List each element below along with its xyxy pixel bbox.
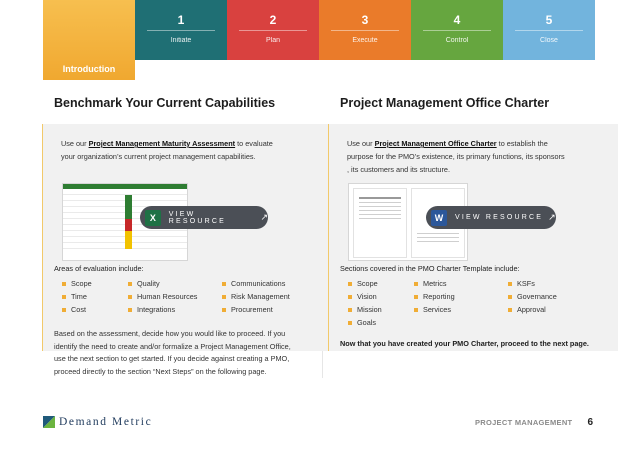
preview-line	[417, 237, 459, 238]
description-text: Use our	[61, 139, 89, 148]
sections-title: Sections covered in the PMO Charter Template include:	[340, 264, 520, 273]
maturity-assessment-link[interactable]: Project Management Maturity Assessment	[88, 139, 236, 148]
list-item: Governance	[508, 292, 594, 301]
list-item: Mission	[348, 305, 414, 314]
tab-close[interactable]	[503, 0, 595, 60]
description-text: Use our	[347, 139, 375, 148]
phase-tabs	[135, 0, 595, 60]
list-item: Risk Management	[222, 292, 308, 301]
phase-divider	[515, 30, 583, 31]
word-icon: W	[431, 210, 447, 226]
logo-text: Demand Metric	[59, 416, 153, 428]
section-heading: Project Management Office Charter	[340, 96, 550, 110]
preview-line	[359, 218, 401, 219]
preview-line	[359, 197, 401, 199]
description-text: to evaluate your organization’s current project management capabilities.	[61, 139, 273, 161]
charter-next-step: Now that you have created your PMO Charter, proceed to the next page.	[340, 339, 589, 348]
list-item: Time	[62, 292, 128, 301]
list-item: Scope	[62, 279, 128, 288]
excel-icon: X	[145, 210, 161, 226]
list-item: Quality	[128, 279, 222, 288]
tab-introduction[interactable]	[43, 0, 135, 80]
phase-label: Initiate	[170, 37, 192, 44]
list-item: Vision	[348, 292, 414, 301]
phase-number: 5	[545, 13, 553, 27]
external-link-icon: ↗	[548, 212, 556, 222]
pmo-charter-section	[340, 96, 594, 348]
resource-description	[61, 137, 281, 163]
card-accent-line	[328, 124, 329, 351]
list-item: Goals	[348, 318, 414, 327]
benchmark-section	[54, 96, 308, 376]
tab-control[interactable]	[411, 0, 503, 60]
list-item: Approval	[508, 305, 594, 314]
external-link-icon: ↗	[260, 212, 268, 222]
footer-info	[475, 417, 593, 428]
list-item: Procurement	[222, 305, 308, 314]
list-item: Human Resources	[128, 292, 222, 301]
phase-label: Plan	[265, 37, 280, 44]
phase-number: 2	[269, 13, 277, 27]
phase-number: 1	[177, 13, 185, 27]
list-item: Services	[414, 305, 508, 314]
preview-line	[359, 202, 401, 203]
preview-row	[63, 243, 187, 249]
preview-page	[353, 188, 407, 258]
phase-divider	[147, 30, 215, 31]
description-text: to establish the purpose for the PMO’s existence, its primary functions, its sponsors , its customers and its structure.	[347, 139, 565, 174]
preview-line	[417, 241, 459, 242]
preview-line	[359, 210, 401, 211]
phase-divider	[331, 30, 399, 31]
list-item: Integrations	[128, 305, 222, 314]
preview-line	[359, 206, 401, 207]
footer-section-name: PROJECT MANAGEMENT	[474, 418, 573, 427]
pmo-charter-link[interactable]: Project Management Office Charter	[374, 139, 497, 148]
list-item: Communications	[222, 279, 308, 288]
phase-divider	[423, 30, 491, 31]
section-heading: Benchmark Your Current Capabilities	[54, 96, 276, 110]
view-resource-label: VIEW RESOURCE	[168, 210, 227, 225]
tab-initiate[interactable]	[135, 0, 227, 60]
assessment-paragraph: Based on the assessment, decide how you would like to proceed. If you identify the need to create and/or formalize a Project Management Office, use the next section to get started. If you decide against creating a PMO, proceed directly to the section “Next Steps” on the following page.	[54, 329, 291, 376]
logo-mark-icon	[43, 416, 55, 428]
preview-line	[359, 214, 401, 215]
resource-description	[347, 137, 567, 176]
phase-divider	[239, 30, 307, 31]
phase-number: 4	[453, 13, 461, 27]
view-resource-button[interactable]	[426, 206, 556, 229]
view-resource-label: VIEW RESOURCE	[455, 214, 544, 221]
demand-metric-logo	[43, 416, 152, 428]
tab-execute[interactable]	[319, 0, 411, 60]
phase-label: Close	[540, 37, 558, 44]
phase-number: 3	[361, 13, 369, 27]
tab-plan[interactable]	[227, 0, 319, 60]
list-item: Cost	[62, 305, 128, 314]
phase-label: Execute	[352, 37, 378, 44]
phase-label: Control	[445, 37, 469, 44]
list-item: Reporting	[414, 292, 508, 301]
list-item: KSFs	[508, 279, 594, 288]
card-accent-line	[42, 124, 43, 351]
list-item: Scope	[348, 279, 414, 288]
sections-list	[348, 279, 594, 327]
areas-list	[62, 279, 308, 314]
preview-line	[417, 233, 459, 234]
list-item: Metrics	[414, 279, 508, 288]
view-resource-button[interactable]	[140, 206, 268, 229]
preview-cell	[125, 243, 132, 249]
page-number: 6	[587, 417, 593, 428]
tab-introduction-label: Introduction	[62, 64, 116, 74]
areas-title: Areas of evaluation include:	[54, 264, 144, 273]
